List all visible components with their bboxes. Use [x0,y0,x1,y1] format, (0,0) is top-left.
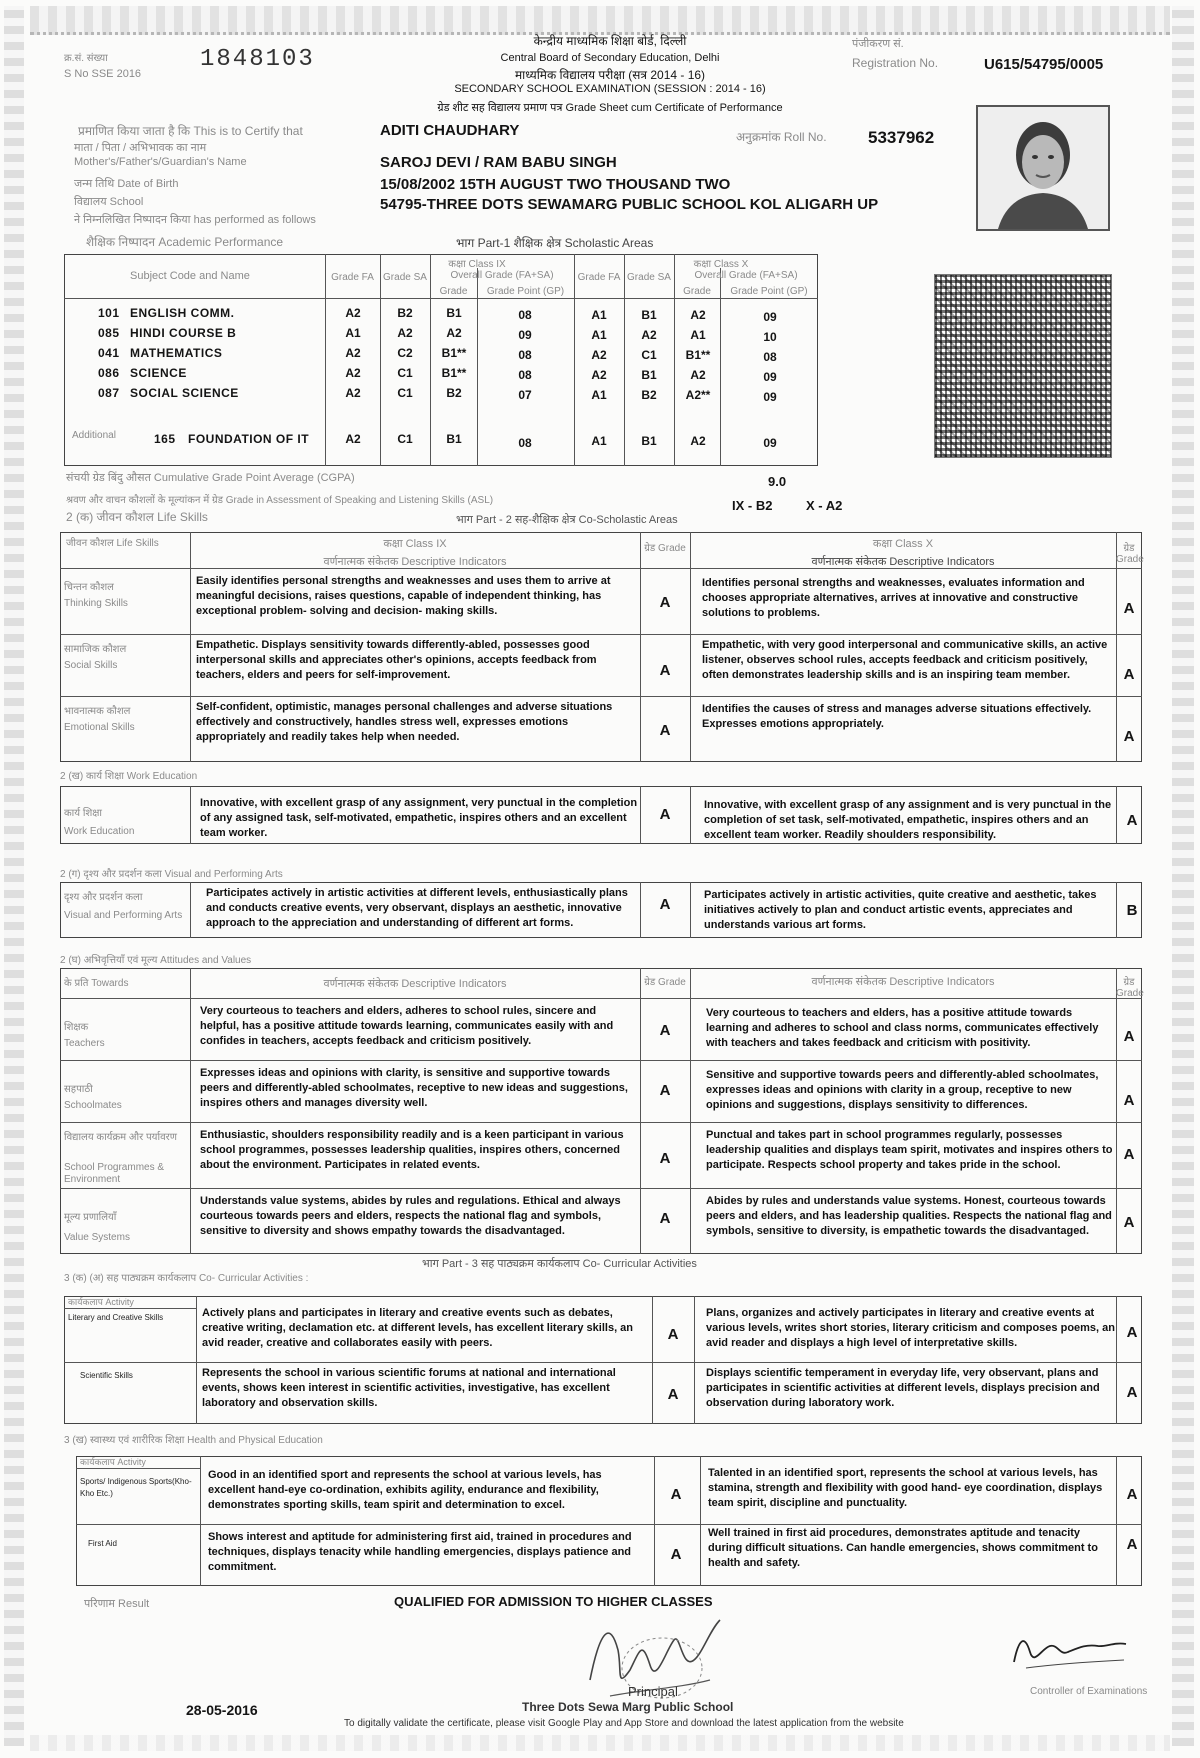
row-label-hi: सामाजिक कौशल [64,644,127,655]
sheet-title: ग्रेड शीट सह विद्यालय प्रमाण पत्र Grade Sheet cum Certificate of Performance [437,102,783,114]
table-divider [190,786,191,844]
x-descriptor: Participates actively in artistic activities, quite creative and aesthetic, takes initiatives actively to plan and conduct artistic events, appreciates and understands various art forms. [704,889,1097,931]
ix-sa-grade: C1 [397,432,413,446]
row-label: Sports/ Indigenous Sports(Kho-Kho Etc.) [80,1477,192,1498]
subject-code: 101 [98,306,120,320]
x-grade-header: Grade [683,286,711,297]
subject-name: MATHEMATICS [130,346,223,360]
x-grade-point: 09 [763,370,777,384]
ix-grade-head: ग्रेड Grade [644,543,686,554]
ix-fa-grade: A2 [345,346,361,360]
ix-grade-point: 08 [518,368,532,382]
ix-descriptor: Easily identifies personal strengths and weaknesses and uses them to arrive at meaningful decisions, raises questions, capable of independent thinking, has exceptional problem- solving and decision- making skills. [196,575,611,617]
subject-code: 085 [98,326,120,340]
x-sa-grade: B2 [641,388,657,402]
ix-grade: A [670,1546,682,1563]
table-divider [380,254,381,466]
x-descriptor: Sensitive and supportive towards peers and differently-abled schoolmates, expresses ideas and opinions with clarity in a group, receptive to new opinions and suggestions, displays sensitivity to differences. [706,1069,1099,1111]
ix-desc-head: वर्णनात्मक संकेतक Descriptive Indicators [323,556,507,568]
ix-sa-grade: B2 [397,306,413,320]
ix-descriptor: Good in an identified sport and represents the school at various levels, has excellent hand-eye co-ordination, exhibits agility, endurance and flexibility, demonstrates sporting skills, team spirit and determination to excel. [208,1469,602,1511]
x-descriptor: Identifies personal strengths and weaknesses, evaluates information and chooses appropriate alternatives, arrives at innovative and constructive solutions to problems. [702,577,1085,619]
ix-descriptor: Empathetic. Displays sensitivity towards differently-abled, possesses good interpersonal skills and appreciates other's opinions, accepts feedback from teachers, elders and peers for self-improvement. [196,639,597,681]
x-grade-head: ग्रेड Grade [1116,543,1144,565]
x-fa-grade: A1 [591,328,607,342]
x-grade: A [1126,1384,1138,1401]
ix-grade-point: 08 [518,308,532,322]
ix-descriptor: Actively plans and participates in literary and creative events such as debates, creative writing, declamation etc. at different levels, has excellent literary skills, an avid reader, creative and collaborates easily with peers. [202,1307,634,1349]
x-sa-grade: B1 [641,308,657,322]
subject-name: HINDI COURSE B [130,326,237,340]
ix-grade-point: 07 [518,388,532,402]
subject-name: FOUNDATION OF IT [188,432,310,446]
x-desc-head: वर्णनात्मक संकेतक Descriptive Indicators [811,556,995,568]
row-label: School Programmes & Environment [64,1162,165,1185]
x-grade: A [1123,666,1135,683]
table-divider [1116,786,1117,844]
ix-overall-grade: B1** [441,346,467,360]
subject-name: SCIENCE [130,366,187,380]
activity-head: कार्यकलाप Activity [80,1457,146,1467]
controller-label: Controller of Examinations [1030,1686,1148,1697]
ix-overall-grade: B1 [446,432,462,446]
registration-number: U615/54795/0005 [984,56,1104,73]
row-label: Value Systems [64,1232,130,1243]
ix-grade-point: 09 [518,328,532,342]
class-x-head: कक्षा Class X [872,538,934,550]
asl-x: X - A2 [806,498,843,513]
subject-code: 087 [98,386,120,400]
serial-label-hi: क्र.सं. संख्या [64,53,108,64]
table-divider [60,696,1142,697]
x-grade: B [1126,902,1138,919]
x-grade-point: 10 [763,330,777,344]
table-divider [76,1468,200,1469]
ix-descriptor: Expresses ideas and opinions with clarity, is sensitive and supportive towards peers and differently-abled schoolmates, receptive to new ideas and suggestions, inspires others and manages diversity well. [200,1067,628,1109]
x-descriptor: Abides by rules and understands value systems. Honest, courteous towards peers and elders, and has leadership qualities. Respects the national flag and symbols, sensitive to diversity, is empathetic towards the disadvantaged. [706,1195,1112,1237]
table-divider [190,882,191,938]
ix-fa-grade: A2 [345,366,361,380]
x-fa-grade: A2 [591,348,607,362]
x-sa-grade: A2 [641,328,657,342]
ix-gp-header: Grade Point (GP) [486,286,565,297]
board-name-hi: केन्द्रीय माध्यमिक शिक्षा बोर्ड, दिल्ली [533,34,687,48]
class-x-header: कक्षा Class X [693,259,749,270]
ix-sa-grade: A2 [397,326,413,340]
row-label-hi: शिक्षक [64,1022,89,1033]
ix-overall-grade: B2 [446,386,462,400]
x-overall-header: Overall Grade (FA+SA) [694,270,798,281]
subject-name: SOCIAL SCIENCE [130,386,239,400]
ix-grade: A [659,1022,671,1039]
visual-arts-section: 2 (ग) दृश्य और प्रदर्शन कला Visual and Performing Arts [60,869,283,880]
x-overall-grade: A2 [690,308,706,322]
x-grade-point: 09 [763,390,777,404]
row-label: Thinking Skills [64,598,128,609]
school-stamp: Three Dots Sewa Marg Public School [522,1700,734,1714]
table-divider [325,254,326,466]
validate-note: To digitally validate the certificate, please visit Google Play and App Store and download the latest application from the website [344,1718,904,1729]
ix-fa-grade: A2 [345,432,361,446]
serial-label: S No SSE 2016 [64,68,142,80]
subject-code: 086 [98,366,120,380]
class-ix-head: कक्षा Class IX [383,538,447,550]
table-divider [700,1456,701,1586]
ix-grade-point: 08 [518,436,532,450]
ix-descriptor: Self-confident, optimistic, manages personal challenges and adverse situations effectively and constructively, handles stress well, expresses emotions appropriately and readily takes help when needed. [196,701,613,743]
x-fa-header: Grade FA [577,272,621,283]
ix-desc-head: वर्णनात्मक संकेतक Descriptive Indicators [323,978,507,990]
school-name: 54795-THREE DOTS SEWAMARG PUBLIC SCHOOL KOL ALIGARH UP [380,196,879,213]
class-ix-header: कक्षा Class IX [448,259,506,270]
ix-grade: A [667,1386,679,1403]
x-fa-grade: A2 [591,368,607,382]
x-desc-head: वर्णनात्मक संकेतक Descriptive Indicators [811,976,995,988]
ix-grade-header: Grade [439,286,468,297]
activity-head: कार्यकलाप Activity [68,1297,134,1307]
exam-name: SECONDARY SCHOOL EXAMINATION (SESSION : 2014 - 16) [454,83,766,95]
ix-grade: A [659,1210,671,1227]
x-fa-grade: A1 [591,308,607,322]
x-descriptor: Displays scientific temperament in everyday life, very observant, plans and participates in scientific activities at different levels, displays precision and observation during laboratory work. [706,1367,1100,1409]
work-ed-section: 2 (ख) कार्य शिक्षा Work Education [60,771,198,782]
table-divider [200,1456,201,1586]
row-label-hi: दृश्य और प्रदर्शन कला [64,892,143,903]
ix-sa-grade: C1 [397,366,413,380]
additional-label: Additional [72,430,116,441]
row-label: Visual and Performing Arts [64,910,183,921]
table-divider [694,1296,695,1424]
table-divider [720,268,721,466]
x-descriptor: Empathetic, with very good interpersonal and communicative skills, an active listener, observes school rules, accepts feedback and criticism positively, often demonstrates leadership skills and is an inspiring team member. [702,639,1108,681]
certify-label: प्रमाणित किया जाता है कि This is to Certify that [78,124,303,138]
academic-section-label: शैक्षिक निष्पादन Academic Performance [86,235,284,249]
ix-grade: A [667,1326,679,1343]
table-divider [1116,1456,1117,1586]
board-name: Central Board of Secondary Education, Delhi [500,52,720,64]
row-label: Literary and Creative Skills [68,1313,164,1322]
x-sa-grade: C1 [641,348,657,362]
issue-date: 28-05-2016 [186,1702,258,1718]
security-border-left [4,6,24,1746]
x-overall-grade: A2 [690,368,706,382]
x-grade: A [1123,1092,1135,1109]
x-overall-grade: B1** [685,348,711,362]
ix-grade: A [659,806,671,823]
table-divider [640,532,641,762]
ix-grade: A [670,1486,682,1503]
ix-sa-header: Grade SA [383,272,427,283]
x-descriptor: Well trained in first aid procedures, demonstrates aptitude and tenacity during difficult situations. Can handle emergencies, shows commitment to health and safety. [708,1527,1098,1569]
subject-header: Subject Code and Name [130,270,250,282]
cgpa-value: 9.0 [768,474,787,489]
x-grade: A [1126,812,1138,829]
table-divider [1116,1296,1117,1424]
x-overall-grade: A2** [685,388,711,402]
x-sa-grade: B1 [641,368,657,382]
row-label-hi: चिन्तन कौशल [64,582,114,593]
ix-sa-grade: C1 [397,386,413,400]
ix-grade: A [659,662,671,679]
part1-label: भाग Part-1 शैक्षिक क्षेत्र Scholastic Areas [456,236,654,250]
ix-grade: A [659,722,671,739]
table-divider [640,786,641,844]
dob-label: जन्म तिथि Date of Birth [74,178,179,190]
table-divider [574,254,575,466]
x-overall-grade: A2 [690,434,706,448]
table-divider [654,1456,655,1586]
table-divider [60,1060,1142,1061]
result-label: परिणाम Result [84,1598,150,1610]
table-divider [640,968,641,1254]
parent-label-hi: माता / पिता / अभिभावक का नाम [74,142,207,154]
result: QUALIFIED FOR ADMISSION TO HIGHER CLASSES [394,1594,713,1609]
x-grade: A [1123,1146,1135,1163]
ix-sa-grade: C2 [397,346,413,360]
row-label-hi: कार्य शिक्षा [64,808,102,819]
table-divider [190,968,191,1254]
roll-number: 5337962 [868,128,935,147]
serial-number: 1848103 [200,46,315,73]
ix-overall-grade: B1** [441,366,467,380]
x-fa-grade: A1 [591,388,607,402]
x-gp-header: Grade Point (GP) [730,286,808,297]
ix-overall-grade: A2 [446,326,462,340]
table-divider [64,298,818,299]
row-label-hi: सहपाठी [64,1084,93,1095]
x-grade: A [1126,1324,1138,1341]
x-descriptor: Talented in an identified sport, represents the school at various levels, has stamina, strength and flexibility with good hand- eye coordination, displays team spirit, discipline and punctuality. [708,1467,1103,1509]
row-label: Work Education [64,826,135,837]
x-grade: A [1123,728,1135,745]
table-divider [60,634,1142,635]
roll-label: अनुक्रमांक Roll No. [736,130,827,144]
asl-label: श्रवण और वाचन कौशलों के मूल्यांकन में ग्रेड Grade in Assessment of Speaking and Listening Skills (ASL) [66,495,494,506]
table-divider [1116,882,1117,938]
table-divider [640,882,641,938]
x-fa-grade: A1 [591,434,607,448]
ix-grade-head: ग्रेड Grade [644,977,686,988]
table-divider [64,1362,1142,1363]
cgpa-label: संचयी ग्रेड बिंदु औसत Cumulative Grade Point Average (CGPA) [66,472,355,484]
x-grade: A [1126,1486,1138,1503]
part2-label: भाग Part - 2 सह-शैक्षिक क्षेत्र Co-Scholastic Areas [456,514,678,526]
x-grade: A [1123,1214,1135,1231]
date-of-birth: 15/08/2002 15TH AUGUST TWO THOUSAND TWO [380,176,731,193]
ix-fa-header: Grade FA [331,272,374,283]
row-label-hi: भावनात्मक कौशल [64,706,131,717]
x-grade-head: ग्रेड Grade [1116,977,1144,999]
parent-label: Mother's/Father's/Guardian's Name [74,156,247,168]
ix-grade: A [659,594,671,611]
table-divider [690,968,691,1254]
table-divider [60,1122,1142,1123]
table-divider [690,786,691,844]
x-grade: A [1123,600,1135,617]
table-divider [64,1308,196,1309]
school-label: विद्यालय School [74,196,144,208]
x-grade-point: 09 [763,436,777,450]
x-descriptor: Plans, organizes and actively participates in literary and creative events at various levels, writes short stories, literary criticism and composes poems, an avid reader and displays a high level of interpretative skills. [706,1307,1115,1349]
security-border-bottom [30,1735,1170,1751]
registration-label: Registration No. [852,56,939,70]
x-descriptor: Identifies the causes of stress and manages adverse situations effectively. Expresses emotions appropriately. [702,703,1092,730]
ix-descriptor: Innovative, with excellent grasp of any assignment, very punctual in the completion of any assigned task, self-motivated, empathetic, inspires others and an excellent team worker. [200,797,638,839]
controller-signature [1006,1622,1136,1672]
ix-fa-grade: A1 [345,326,361,340]
x-descriptor: Punctual and takes part in school programmes regularly, possesses leadership qualities and displays team spirit, motivates and inspires others to participate. Respects school property and takes pride in the school. [706,1129,1113,1171]
ix-overall-header: Overall Grade (FA+SA) [450,270,554,281]
parents-name: SAROJ DEVI / RAM BABU SINGH [380,154,617,171]
subject-code: 165 [154,432,176,446]
principal-label: Principal [628,1684,678,1699]
attitudes-section: 2 (घ) अभिवृत्तियाँ एवं मूल्य Attitudes and Values [60,955,252,966]
life-skills-section: 2 (क) जीवन कौशल Life Skills [66,510,208,524]
exam-name-hi: माध्यमिक विद्यालय परीक्षा (सत्र 2014 - 16) [514,68,706,82]
ix-overall-grade: B1 [446,306,462,320]
asl-ix: IX - B2 [732,498,773,513]
x-descriptor: Innovative, with excellent grasp of any assignment and is very punctual in the completion of set task, self-motivated, empathetic, inspires others and an excellent team worker. Readily shoulders responsibility. [704,799,1112,841]
x-grade-point: 08 [763,350,777,364]
registration-label-hi: पंजीकरण सं. [852,38,904,50]
table-divider [690,882,691,938]
ix-descriptor: Participates actively in artistic activities at different levels, enthusiastically plans and conducts creative events, very observant, displays an aesthetic, innovative approach to the appreciation and understanding of different art forms. [206,887,628,929]
qr-code [934,274,1112,458]
row-label: Social Skills [64,660,118,671]
ix-descriptor: Shows interest and aptitude for administering first aid, trained in procedures and techniques, displays tenacity while handling emergencies, displays patience and commitment. [208,1531,632,1573]
row-label-hi: मूल्य प्रणालियाँ [64,1212,117,1223]
ix-fa-grade: A2 [345,386,361,400]
life-skills-head: जीवन कौशल Life Skills [66,538,159,549]
security-border-right [1172,6,1194,1746]
row-label: First Aid [88,1539,117,1548]
row-label: Scientific Skills [80,1371,133,1380]
ix-fa-grade: A2 [345,306,361,320]
security-border-top [30,6,1170,35]
x-sa-grade: B1 [641,434,657,448]
subject-code: 041 [98,346,120,360]
table-divider [196,1296,197,1424]
ix-grade-point: 08 [518,348,532,362]
table-divider [60,1188,1142,1189]
ix-grade: A [659,1082,671,1099]
table-divider [60,998,1142,999]
health-section: 3 (ख) स्वास्थ्य एवं शारीरिक शिक्षा Health and Physical Education [64,1435,323,1446]
ix-descriptor: Very courteous to teachers and elders, adheres to school rules, sincere and helpful, has a positive attitude towards learning, communicates easily with and confides in teachers, accepts feedback and criticism positively. [200,1005,614,1047]
part3-label: भाग Part - 3 सह पाठ्यक्रम कार्यकलाप Co- Curricular Activities [422,1258,697,1270]
ix-grade: A [659,1150,671,1167]
ix-descriptor: Represents the school in various scientific forums at national and international events, shows keen interest in scientific activities, investigative, has excellent laboratory and observation skills. [202,1367,616,1409]
table-divider [652,1296,653,1424]
row-label: Schoolmates [64,1100,122,1111]
row-label: Teachers [64,1038,105,1049]
x-overall-grade: A1 [690,328,706,342]
table-divider [624,254,625,466]
x-sa-header: Grade SA [627,272,671,283]
x-grade: A [1123,1028,1135,1045]
table-divider [76,1524,1142,1525]
table-divider [477,268,478,466]
ix-descriptor: Enthusiastic, shoulders responsibility readily and is a keen participant in various school programmes, possesses leadership qualities, inspires others, concerned about the environment. Participates in related events. [200,1129,624,1171]
cocurricular-section: 3 (क) (अ) सह पाठ्यक्रम कार्यकलाप Co- Curricular Activities : [64,1273,309,1284]
performed-label: ने निम्नलिखित निष्पादन किया has performed as follows [74,214,316,226]
x-descriptor: Very courteous to teachers and elders, has a positive attitude towards learning and adheres to school and class norms, communicates effectively with teachers and takes feedback and criticism with positivity. [706,1007,1099,1049]
x-grade: A [1126,1536,1138,1553]
row-label: Emotional Skills [64,722,135,733]
subject-name: ENGLISH COMM. [130,306,235,320]
row-label-hi: विद्यालय कार्यक्रम और पर्यावरण [64,1132,177,1143]
x-grade-point: 09 [763,310,777,324]
ix-descriptor: Understands value systems, abides by rules and regulations. Ethical and always courteous towards peers and elders, respects the national flag and symbols, sensitive to diversity and shows empathy towards the disadvantaged. [200,1195,621,1237]
student-name: ADITI CHAUDHARY [380,122,520,139]
towards-head: के प्रति Towards [64,978,129,989]
student-photo [976,105,1110,231]
ix-grade: A [659,896,671,913]
